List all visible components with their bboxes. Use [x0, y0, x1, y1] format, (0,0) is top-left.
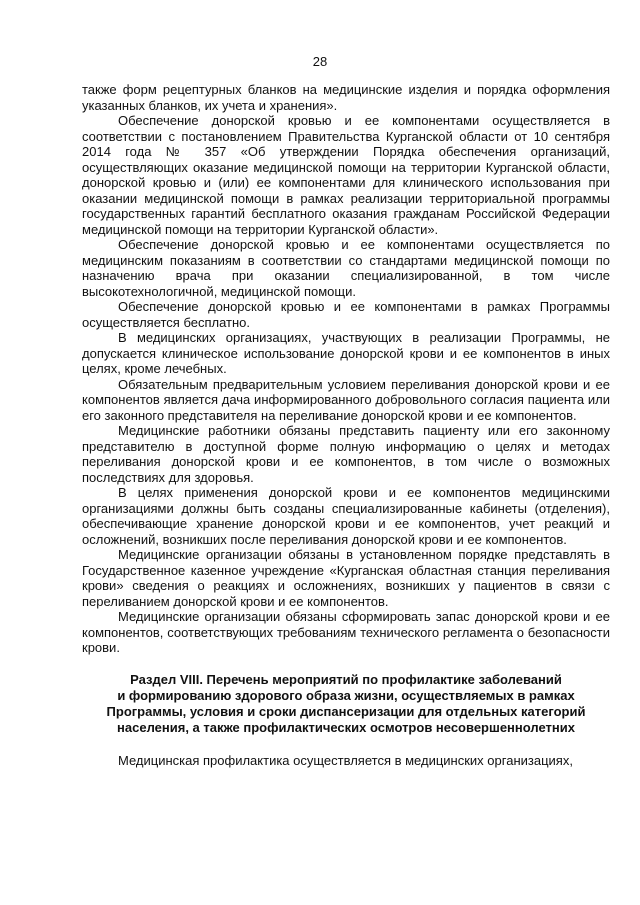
section-title: [82, 672, 610, 736]
paragraph: также форм рецептурных бланков на медицинские изделия и порядка оформления указанных бланков, их учета и хранения».: [82, 82, 610, 113]
paragraph: Обеспечение донорской кровью и ее компонентами осуществляется по медицинским показаниям в соответствии со стандартами медицинской помощи по назначению врача при оказании специализированной, в том числе высокотехнологичной, медицинской помощи.: [82, 237, 610, 299]
section-title-line: Раздел VIII. Перечень мероприятий по профилактике заболеваний: [130, 671, 562, 687]
paragraph: Медицинские организации обязаны сформировать запас донорской крови и ее компонентов, соответствующих требованиям технического регламента о безопасности крови.: [82, 609, 610, 655]
section-title-line: Программы, условия и сроки диспансеризации для отдельных категорий: [106, 703, 586, 719]
paragraph: В медицинских организациях, участвующих в реализации Программы, не допускается клиническое использование донорской крови и ее компонентов в иных целях, кроме лечебных.: [82, 330, 610, 376]
paragraphs-before-section: [82, 82, 610, 656]
document-body: [82, 82, 610, 768]
paragraph: Медицинские работники обязаны представить пациенту или его законному представителю в доступной форме полную информацию о целях и методах переливания донорской крови и ее компонентов, в том числе о возможных последствиях для здоровья.: [82, 423, 610, 485]
page-number: 28: [312, 54, 328, 69]
paragraph: В целях применения донорской крови и ее компонентов медицинскими организациями должны быть созданы специализированные кабинеты (отделения), обеспечивающие хранение донорской крови и ее компонентов, учет реакций и осложнений, возникших после переливания донорской крови и ее компонентов.: [82, 485, 610, 547]
paragraph: Медицинские организации обязаны в установленном порядке представлять в Государственное казенное учреждение «Курганская областная станция переливания крови» сведения о реакциях и осложнениях, возникших у пациентов в связи с переливанием донорской крови и ее компонентов.: [82, 547, 610, 609]
paragraph: Обеспечение донорской кровью и ее компонентами осуществляется в соответствии с постановлением Правительства Курганской области от 10 сентября 2014 года № 357 «Об утверждении Порядка обеспечения организаций, осуществляющих оказание медицинской помощи на территории Курганской области, донорской кровью и (или) ее компонентами для клинического использования при оказании медицинской помощи в рамках реализации территориальной программы государственных гарантий бесплатного оказания гражданам Российской Федерации медицинской помощи на территории Курганской области».: [82, 113, 610, 237]
section-title-line: населения, а также профилактических осмотров несовершеннолетних: [117, 719, 575, 735]
paragraph: Обеспечение донорской кровью и ее компонентами в рамках Программы осуществляется бесплатно.: [82, 299, 610, 330]
section-title-line: и формированию здорового образа жизни, осуществляемых в рамках: [117, 687, 575, 703]
paragraphs-after-section: [82, 753, 610, 769]
paragraph: Обязательным предварительным условием переливания донорской крови и ее компонентов является дача информированного добровольного согласия пациента или его законного представителя на переливание донорской крови и ее компонентов.: [82, 376, 610, 423]
paragraph: Медицинская профилактика осуществляется в медицинских организациях,: [118, 752, 573, 768]
